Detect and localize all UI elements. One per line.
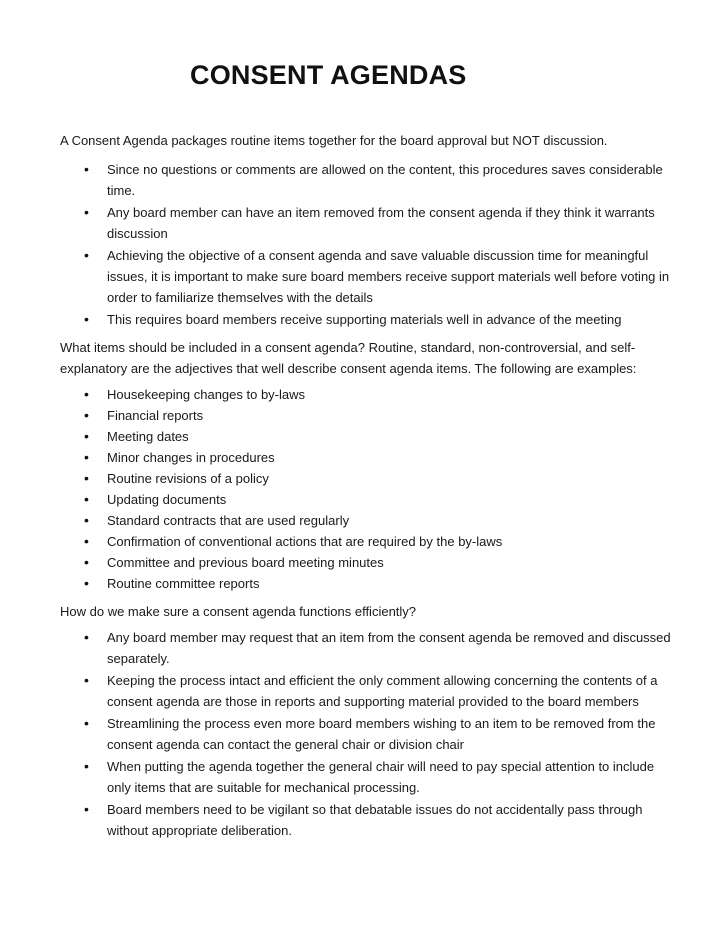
list-item: • Standard contracts that are used regularly bbox=[60, 510, 675, 531]
list-item: • Updating documents bbox=[60, 489, 675, 510]
examples-list bbox=[60, 384, 675, 594]
list-item: • Achieving the objective of a consent agenda and save valuable discussion time for meaningful issues, it is important to make sure board members receive support materials well before voting in order to familiarize themselves with the details bbox=[60, 245, 675, 308]
list-item: • When putting the agenda together the general chair will need to pay special attention to include only items that are suitable for mechanical processing. bbox=[60, 756, 675, 798]
list-item: • Housekeeping changes to by-laws bbox=[60, 384, 675, 405]
list-item: • Streamlining the process even more board members wishing to an item to be removed from the consent agenda can contact the general chair or division chair bbox=[60, 713, 675, 755]
list-item: • Committee and previous board meeting minutes bbox=[60, 552, 675, 573]
list-item: • Confirmation of conventional actions that are required by the by-laws bbox=[60, 531, 675, 552]
page-title: CONSENT AGENDAS bbox=[190, 60, 467, 90]
list-item: • Minor changes in procedures bbox=[60, 447, 675, 468]
efficiency-paragraph: How do we make sure a consent agenda functions efficiently? bbox=[60, 604, 417, 619]
items-paragraph: What items should be included in a consent agenda? Routine, standard, non-controversial, and self-explanatory are the adjectives that well describe consent agenda items. The following are examples: bbox=[60, 340, 637, 376]
list-item: • Financial reports bbox=[60, 405, 675, 426]
list-item: • This requires board members receive supporting materials well in advance of the meeting bbox=[60, 309, 675, 330]
list-item: • Since no questions or comments are allowed on the content, this procedures saves considerable time. bbox=[60, 159, 675, 201]
list-item: • Board members need to be vigilant so that debatable issues do not accidentally pass through without appropriate deliberation. bbox=[60, 799, 675, 841]
intro-paragraph: A Consent Agenda packages routine items together for the board approval but NOT discussion. bbox=[60, 133, 608, 148]
document-body bbox=[60, 130, 675, 848]
list-item: • Any board member can have an item removed from the consent agenda if they think it warrants discussion bbox=[60, 202, 675, 244]
efficiency-list bbox=[60, 627, 675, 841]
list-item: • Meeting dates bbox=[60, 426, 675, 447]
list-item: • Routine revisions of a policy bbox=[60, 468, 675, 489]
list-item: • Any board member may request that an item from the consent agenda be removed and discussed separately. bbox=[60, 627, 675, 669]
list-item: • Routine committee reports bbox=[60, 573, 675, 594]
benefits-list bbox=[60, 159, 675, 330]
list-item: • Keeping the process intact and efficient the only comment allowing concerning the contents of a consent agenda are those in reports and supporting material provided to the board members bbox=[60, 670, 675, 712]
